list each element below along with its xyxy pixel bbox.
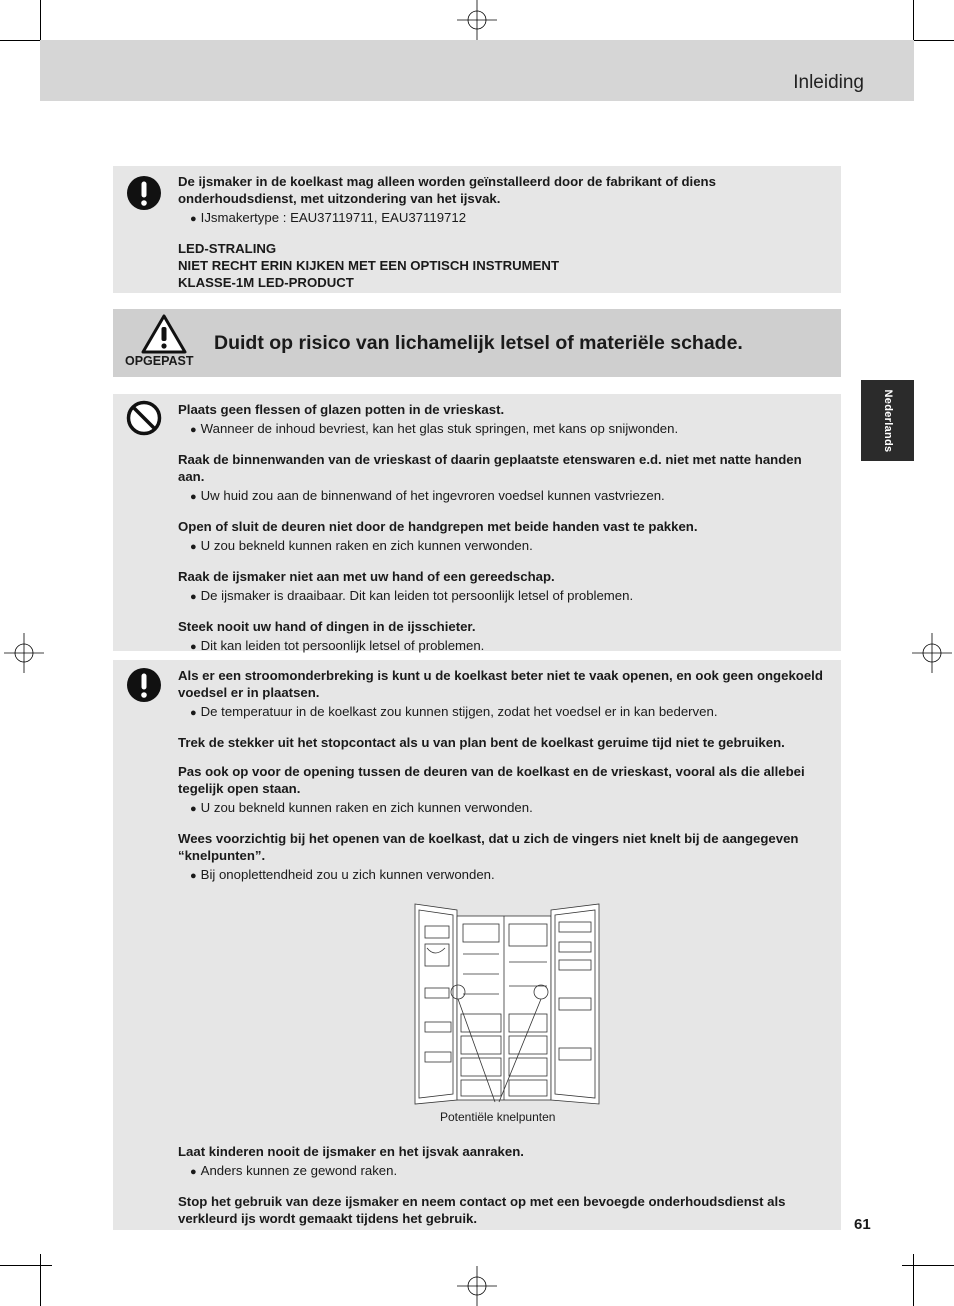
figure-caption: Potentiële knelpunten bbox=[440, 1110, 556, 1124]
caution-label: OPGEPAST bbox=[125, 354, 194, 368]
registration-mark-icon bbox=[457, 1266, 497, 1306]
item-title: Plaats geen flessen of glazen potten in de vrieskast. bbox=[178, 402, 505, 417]
led-warning-line: NIET RECHT ERIN KIJKEN MET EEN OPTISCH INSTRUMENT bbox=[178, 258, 559, 273]
header-band bbox=[40, 40, 914, 101]
item-title: Steek nooit uw hand of dingen in de ijsschieter. bbox=[178, 619, 476, 634]
registration-mark-icon bbox=[912, 633, 952, 673]
led-warning-line: KLASSE-1M LED-PRODUCT bbox=[178, 275, 354, 290]
item-bullet: ● De ijsmaker is draaibaar. Dit kan leiden tot persoonlijk letsel of problemen. bbox=[178, 587, 827, 606]
item-title: Als er een stroomonderbreking is kunt u de koelkast beter niet te vaak openen, en ook geen ongekoeld voedsel er in plaatsen. bbox=[178, 668, 823, 700]
notice-box-prohibited bbox=[113, 394, 841, 651]
item-title: Trek de stekker uit het stopcontact als u van plan bent de koelkast geruime tijd niet te gebruiken. bbox=[178, 735, 785, 750]
item-title: Laat kinderen nooit de ijsmaker en het ijsvak aanraken. bbox=[178, 1144, 524, 1159]
item-bullet: ● Anders kunnen ze gewond raken. bbox=[178, 1162, 827, 1181]
item-bullet: ● De temperatuur in de koelkast zou kunnen stijgen, zodat het voedsel er in kan bederven. bbox=[178, 703, 827, 722]
page-number: 61 bbox=[854, 1216, 871, 1233]
item-bullet: ● Dit kan leiden tot persoonlijk letsel of problemen. bbox=[178, 637, 827, 656]
language-tab-label: Nederlands bbox=[881, 389, 894, 452]
notice-box-installation bbox=[113, 166, 841, 293]
item-bullet: ● IJsmakertype : EAU37119711, EAU37119712 bbox=[178, 209, 827, 228]
item-title: Raak de binnenwanden van de vrieskast of daarin geplaatste etenswaren e.d. niet met natte handen aan. bbox=[178, 452, 802, 484]
prohibited-icon bbox=[125, 399, 163, 437]
section-title: Inleiding bbox=[793, 72, 864, 93]
led-warning-line: LED-STRALING bbox=[178, 241, 277, 256]
exclamation-icon bbox=[125, 666, 163, 704]
notice-box-precautions bbox=[113, 660, 841, 1230]
registration-mark-icon bbox=[457, 0, 497, 40]
item-title: Stop het gebruik van deze ijsmaker en neem contact op met een bevoegde onderhoudsdienst als verkleurd ijs wordt gemaakt tijdens het gebruik. bbox=[178, 1194, 786, 1226]
item-bullet: ● U zou bekneld kunnen raken en zich kunnen verwonden. bbox=[178, 537, 827, 556]
crop-mark bbox=[40, 1254, 41, 1306]
registration-mark-icon bbox=[4, 633, 44, 673]
caution-title: Duidt op risico van lichamelijk letsel of materiële schade. bbox=[214, 332, 743, 354]
caution-banner bbox=[113, 309, 841, 377]
item-title: De ijsmaker in de koelkast mag alleen worden geïnstalleerd door de fabrikant of diens onderhoudsdienst, met uitzondering van het ijsvak. bbox=[178, 174, 716, 206]
item-title: Raak de ijsmaker niet aan met uw hand of een gereedschap. bbox=[178, 569, 555, 584]
item-bullet: ● Uw huid zou aan de binnenwand of het ingevroren voedsel kunnen vastvriezen. bbox=[178, 487, 827, 506]
warning-triangle-icon bbox=[141, 313, 187, 355]
item-title: Wees voorzichtig bij het openen van de koelkast, dat u zich de vingers niet knelt bij de aangegeven “knelpunten”. bbox=[178, 831, 799, 863]
item-bullet: ● Bij onoplettendheid zou u zich kunnen verwonden. bbox=[178, 866, 827, 885]
crop-mark bbox=[0, 1265, 52, 1266]
item-bullet: ● Wanneer de inhoud bevriest, kan het glas stuk springen, met kans op snijwonden. bbox=[178, 420, 827, 439]
crop-mark bbox=[902, 1265, 954, 1266]
item-title: Pas ook op voor de opening tussen de deuren van de koelkast en de vrieskast, vooral als die allebei tegelijk open staan. bbox=[178, 764, 805, 796]
crop-mark bbox=[913, 1254, 914, 1306]
item-bullet: ● U zou bekneld kunnen raken en zich kunnen verwonden. bbox=[178, 799, 827, 818]
fridge-illustration bbox=[413, 902, 601, 1108]
exclamation-icon bbox=[125, 174, 163, 212]
language-tab bbox=[861, 380, 914, 461]
item-title: Open of sluit de deuren niet door de handgrepen met beide handen vast te pakken. bbox=[178, 519, 698, 534]
